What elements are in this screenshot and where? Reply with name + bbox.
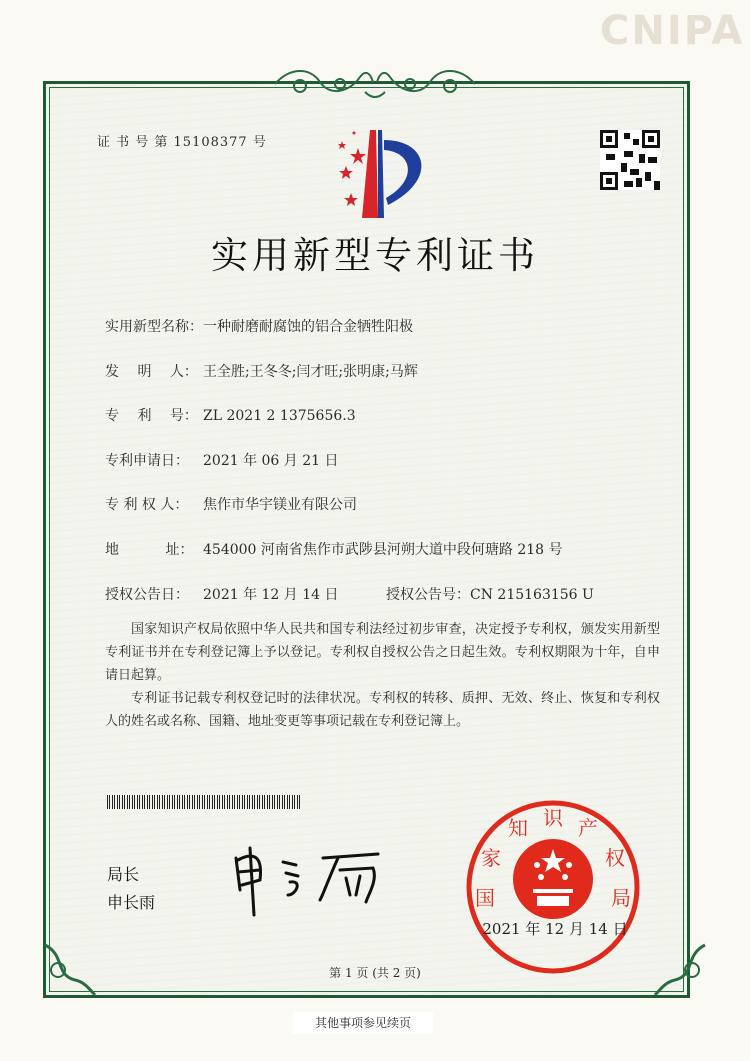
field-utility-model-name: 实用新型名称：一种耐磨耐腐蚀的铝合金牺牲阳极 <box>105 319 413 335</box>
svg-text:知: 知 <box>508 816 528 840</box>
seal-date: 2021 年 12 月 14 日 <box>482 920 628 938</box>
field-patentee: 专 利 权 人： 焦作市华宇镁业有限公司 <box>105 497 357 513</box>
continued-note: 其他事项参见续页 <box>293 1012 433 1034</box>
ornament-top-icon <box>270 62 480 104</box>
svg-text:局: 局 <box>611 886 631 910</box>
watermark: CNIPA <box>600 8 745 54</box>
statement-paragraph: 国家知识产权局依照中华人民共和国专利法经过初步审查，决定授予专利权，颁发实用新型专利证书并在专利登记簿上予以登记。专利权自授权公告之日起生效。专利权期限为十年，自申请日起算。 <box>105 622 660 683</box>
official-seal <box>463 797 643 977</box>
page-number: 第 1 页 (共 2 页) <box>329 966 421 980</box>
qr-code <box>600 130 660 190</box>
svg-text:识: 识 <box>543 806 563 830</box>
field-address: 地 址： 454000 河南省焦作市武陟县河朔大道中段何瑭路 218 号 <box>105 542 563 558</box>
certificate-statement <box>105 618 660 733</box>
field-grant-date: 授权公告日： 2021 年 12 月 14 日 <box>105 587 339 603</box>
field-application-date: 专利申请日： 2021 年 06 月 21 日 <box>105 453 339 469</box>
field-grant-pub-no: 授权公告号：CN 215163156 U <box>386 587 594 603</box>
director-title: 局长 <box>107 865 140 884</box>
svg-text:国: 国 <box>475 886 495 910</box>
svg-text:权: 权 <box>605 846 625 870</box>
director-name: 申长雨 <box>107 893 156 912</box>
statement-paragraph: 专利证书记载专利权登记时的法律状况。专利权的转移、质押、无效、终止、恢复和专利权人的姓名或名称、国籍、地址变更等事项记载在专利登记簿上。 <box>105 691 660 729</box>
field-inventors: 发 明 人： 王全胜;王冬冬;闫才旺;张明康;马辉 <box>105 364 418 380</box>
certificate-number: 证 书 号 第 15108377 号 <box>97 135 267 150</box>
field-patent-number: 专 利 号： ZL 2021 2 1375656.3 <box>105 408 356 424</box>
svg-text:产: 产 <box>578 816 598 840</box>
director-signature <box>228 840 388 920</box>
svg-text:家: 家 <box>481 846 501 870</box>
cnipa-logo-icon <box>318 130 438 218</box>
page-title: 实用新型专利证书 <box>211 234 539 277</box>
barcode <box>107 795 302 809</box>
